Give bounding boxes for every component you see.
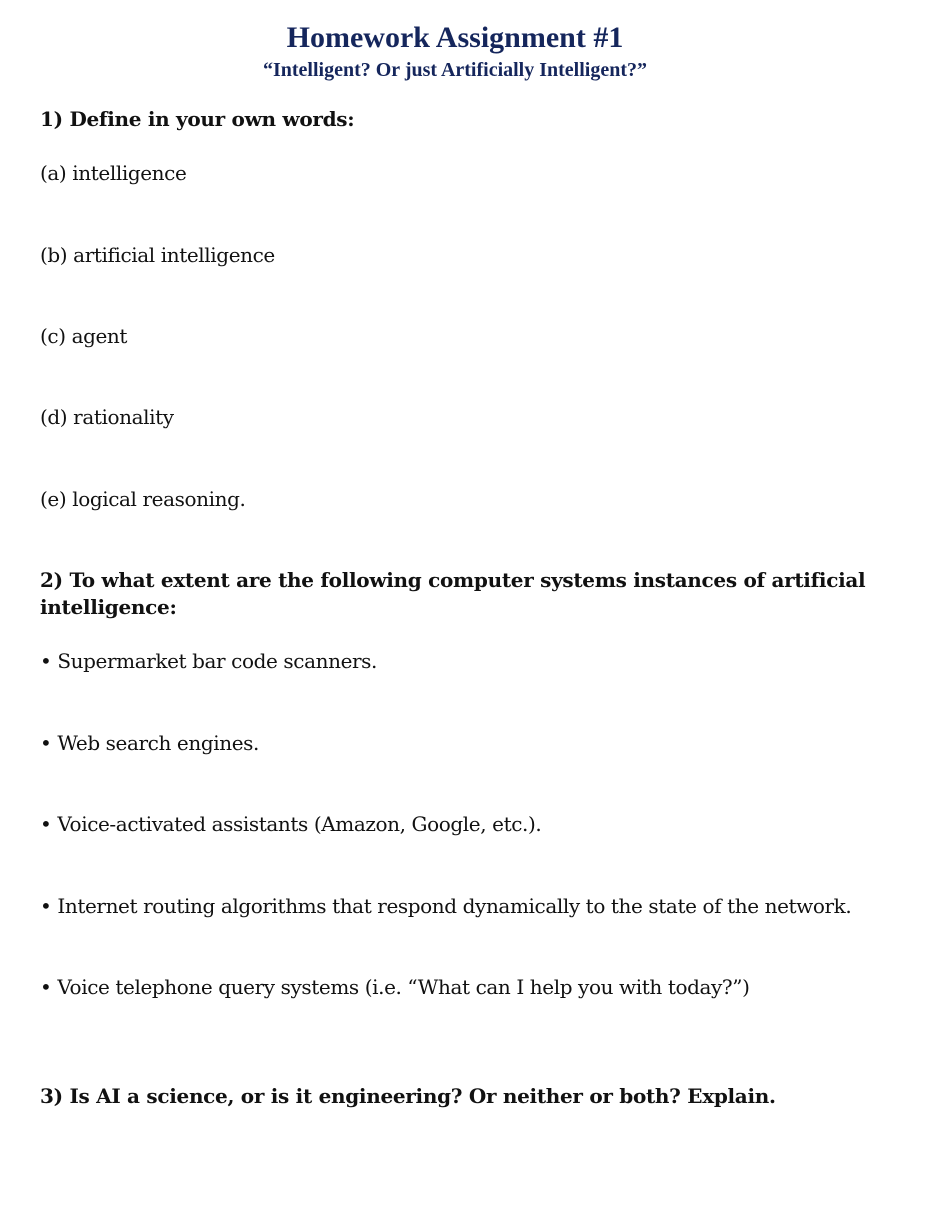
question-1-prompt: 1) Define in your own words:	[40, 107, 355, 131]
question-3-prompt: 3) Is AI a science, or is it engineering? Or neither or both? Explain.	[40, 1084, 776, 1108]
document-subtitle: “Intelligent? Or just Artificially Intelligent?”	[262, 59, 648, 81]
q2-item-voice-assistants: • Voice-activated assistants (Amazon, Google, etc.).	[40, 812, 542, 836]
q2-item-routing-algorithms: • Internet routing algorithms that respond dynamically to the state of the network.	[40, 894, 852, 918]
q2-item-web-search-engines: • Web search engines.	[40, 731, 259, 755]
q2-item-bar-code-scanners: • Supermarket bar code scanners.	[40, 649, 377, 673]
question-2-prompt: 2) To what extent are the following computer systems instances of artificial intelligence:	[40, 568, 866, 619]
q1-item-agent: (c) agent	[40, 324, 128, 348]
q1-item-artificial-intelligence: (b) artificial intelligence	[40, 243, 275, 267]
q2-item-telephone-query: • Voice telephone query systems (i.e. “What can I help you with today?”)	[40, 975, 750, 999]
q1-item-rationality: (d) rationality	[40, 405, 174, 429]
q1-item-logical-reasoning: (e) logical reasoning.	[40, 487, 246, 511]
document-title: Homework Assignment #1	[286, 21, 624, 54]
q1-item-intelligence: (a) intelligence	[40, 161, 187, 185]
